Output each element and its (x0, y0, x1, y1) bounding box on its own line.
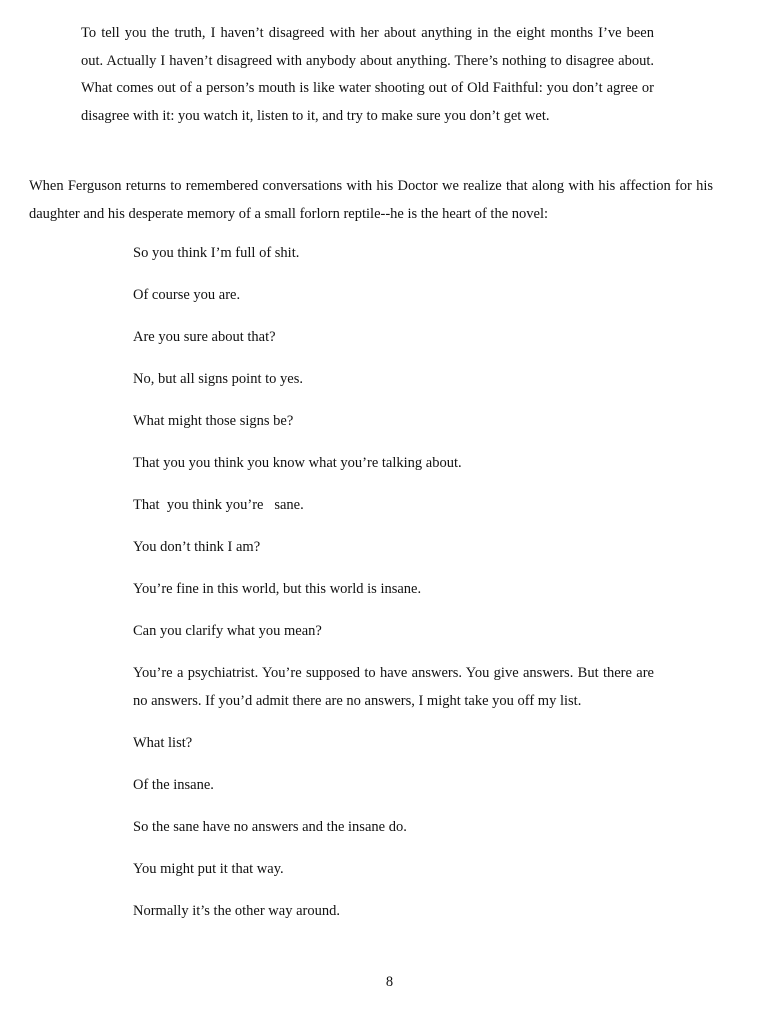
dialogue-line: You might put it that way. (133, 860, 284, 877)
dialogue-line: That you think you’re sane. (133, 497, 304, 513)
dialogue-line: So you think I’m full of shit. (133, 245, 300, 261)
page-number: 8 (385, 974, 394, 990)
dialogue-line: Normally it’s the other way around. (133, 902, 340, 919)
dialogue-line: You’re a psychiatrist. You’re supposed to have answers. You give answers. But there are no answers. If you’d admit there are no answers, I might take you off my list. (133, 665, 654, 709)
dialogue-line: You’re fine in this world, but this world is insane. (133, 581, 422, 597)
dialogue-line: Of the insane. (133, 776, 214, 793)
body-paragraph: When Ferguson returns to remembered conversations with his Doctor we realize that along with his affection for his daughter and his desperate memory of a small forlorn reptile--he is the heart of the novel: (29, 178, 713, 222)
dialogue-line: You don’t think I am? (133, 539, 261, 555)
dialogue-line: So the sane have no answers and the insane do. (133, 818, 407, 835)
dialogue-line: What might those signs be? (133, 413, 294, 429)
dialogue-list (133, 240, 654, 940)
dialogue-line: Of course you are. (133, 287, 241, 303)
block-quote: To tell you the truth, I haven’t disagreed with her about anything in the eight months I’ve been out. Actually I haven’t disagreed with anybody about anything. There’s nothing to disagree about. What comes out of a person’s mouth is like water shooting out of Old Faithful: you don’t agree or disagree with it: you watch it, listen to it, and try to make sure you don’t get wet. (81, 25, 662, 124)
dialogue-line: No, but all signs point to yes. (133, 371, 303, 387)
dialogue-line: What list? (133, 734, 193, 751)
dialogue-line: Can you clarify what you mean? (133, 623, 322, 639)
dialogue-line: Are you sure about that? (133, 329, 276, 345)
dialogue-line: That you you think you know what you’re talking about. (133, 455, 462, 471)
